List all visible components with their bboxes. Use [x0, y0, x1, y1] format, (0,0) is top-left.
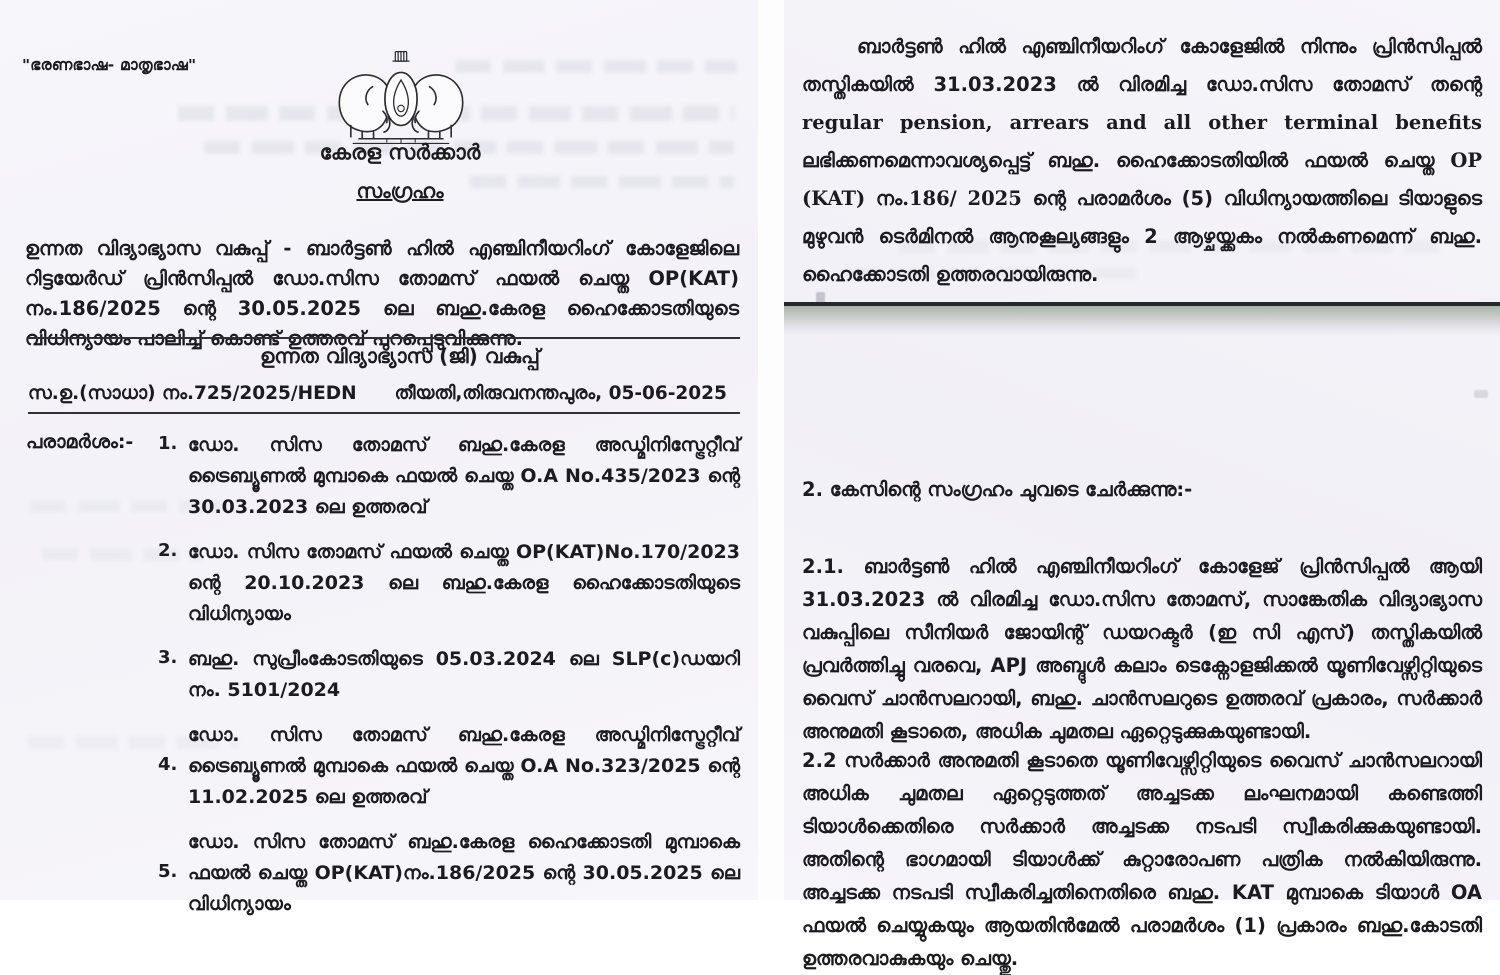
reference-item [158, 644, 740, 706]
para1-part2: ലഭിക്കണമെന്നാവശ്യപ്പെട്ട് ബഹു. ഹൈക്കോടതിയിൽ ഫയൽ ചെയ്ത [802, 148, 1451, 172]
reference-item [158, 430, 740, 523]
reference-number: 1. [158, 433, 178, 454]
reference-item [158, 827, 740, 920]
para1-part1: ബാർട്ടൺ ഹിൽ എഞ്ചിനീയറിംഗ് കോളേജിൽ നിന്നും പ്രിൻസിപ്പൽ തസ്തികയിൽ 31.03.2023 ൽ വിരമിച്ച ഡോ.സിസ തോമസ് തന്റെ [802, 34, 1482, 96]
reference-number: 2. [158, 540, 178, 561]
reference-number: 4. [158, 754, 178, 775]
references-label: പരാമർശം:- [26, 431, 134, 453]
case-summary-heading: 2. കേസിന്റെ സംഗ്രഹം ചുവടെ ചേർക്കുന്നു:- [802, 478, 1193, 501]
reference-text: ഡോ. സിസ തോമസ് ബഹു.കേരള അഡ്മിനിസ്ട്രേറ്റീവ് ട്രൈബ്യൂണൽ മുമ്പാകെ ഫയൽ ചെയ്ത O.A No.435/2023 ന്റെ 30.03.2023 ലെ ഉത്തരവ് [188, 434, 740, 518]
scan-speck [1474, 390, 1488, 398]
horizontal-rule [28, 412, 740, 414]
references-list [158, 430, 740, 934]
reference-text: ഡോ. സിസ തോമസ് ബഹു.കേരള അഡ്മിനിസ്ട്രേറ്റീവ് ട്രൈബ്യൂണൽ മുമ്പാകെ ഫയൽ ചെയ്ത O.A No.323/2025 ന്റെ 11.02.2025 ലെ ഉത്തരവ് [188, 724, 740, 808]
right-page [784, 0, 1500, 970]
reference-text: ബഹു. സുപ്രീംകോടതിയുടെ 05.03.2024 ലെ SLP(c)ഡയറി നം. 5101/2024 [188, 648, 740, 701]
judgment-summary-paragraph [802, 28, 1482, 294]
reference-text: ഡോ. സിസ തോമസ് ഫയൽ ചെയ്ത OP(KAT)No.170/2023 ന്റെ 20.10.2023 ലെ ബഹു.കേരള ഹൈക്കോടതിയുടെ വിധിന്യായം [188, 541, 740, 625]
para1-english-benefits: regular pension, arrears and all other terminal benefits [802, 110, 1482, 134]
left-page-header [120, 140, 680, 203]
kerala-government-emblem [330, 48, 472, 148]
scan-fold-band [784, 302, 1500, 336]
para1-part3: ന്റെ പരാമർശം (5) വിധിന്യായത്തിലെ ടിയാളുടെ മുഴുവൻ ടെർമിനൽ ആനുകൂല്യങ്ങളും 2 ആഴ്ചയ്ക്കകം നൽകണമെന്ന് ബഹു. ഹൈക്കോടതി ഉത്തരവായിരുന്നു. [802, 186, 1483, 286]
government-title: കേരള സർക്കാർ [319, 140, 481, 164]
summary-heading: സംഗ്രഹം [356, 179, 444, 203]
left-page [0, 0, 758, 915]
horizontal-rule [28, 337, 740, 339]
order-date: തീയതി,തിരുവനന്തപുരം, 05-06-2025 [394, 383, 727, 404]
reference-text: ഡോ. സിസ തോമസ് ബഹു.കേരള ഹൈക്കോടതി മുമ്പാകെ ഫയൽ ചെയ്ത OP(KAT)നം.186/2025 ന്റെ 30.05.2025 ലെ വിധിന്യായം [188, 831, 740, 915]
reference-number: 3. [158, 647, 178, 668]
page-gap [758, 0, 784, 900]
para1-case-reference: OP (KAT) നം.186/ 2025 [802, 148, 1482, 210]
reference-item [158, 720, 740, 813]
reference-number: 5. [158, 861, 178, 882]
department-heading: ഉന്നത വിദ്യാഭ്യാസ (ജി) വകുപ്പ് [260, 344, 540, 368]
ghost-text-artifact [455, 60, 737, 73]
abstract-paragraph: ഉന്നത വിദ്യാഭ്യാസ വകുപ്പ് - ബാർട്ടൺ ഹിൽ എഞ്ചിനീയറിംഗ് കോളേജിലെ റിട്ടയേർഡ് പ്രിൻസിപ്പൽ ഡോ.സിസ തോമസ് ഫയൽ ചെയ്ത OP(KAT) നം.186/2025 ന്റെ 30.05.2025 ലെ ബഹു.കേരള ഹൈക്കോടതിയുടെ വിധിന്യായം പാലിച്ച് കൊണ്ട് ഉത്തരവ് പുറപ്പെടുവിക്കുന്നു. [25, 236, 739, 350]
case-summary-paragraph-2-2: 2.2 സർക്കാർ അനുമതി കൂടാതെ യൂണിവേഴ്സിറ്റിയുടെ വൈസ് ചാൻസലറായി അധിക ചുമതല ഏറ്റെടുത്തത് അച്ചടക്ക ലംഘനമായി കണ്ടെത്തി ടിയാൾക്കെതിരെ സർക്കാർ അച്ചടക്ക നടപടി സ്വീകരിക്കുകയുണ്ടായി. അതിന്റെ ഭാഗമായി ടിയാൾക്ക് കുറ്റാരോപണ പത്രിക നൽകിയിരുന്നു. അച്ചടക്ക നടപടി സ്വീകരിച്ചതിനെതിരെ ബഹു. KAT മുമ്പാകെ ടിയാൾ OA ഫയൽ ചെയ്യുകയും ആയതിൻമേൽ പരാമർശം (1) പ്രകാരം ബഹു.കോടതി ഉത്തരവാകുകയും ചെയ്തു. [802, 748, 1482, 970]
motto-text: "ഭരണഭാഷ- മാതൃഭാഷ" [22, 56, 197, 74]
order-number-line [28, 383, 740, 404]
case-summary-paragraph-2-1: 2.1. ബാർട്ടൺ ഹിൽ എഞ്ചിനീയറിംഗ് കോളേജ് പ്രിൻസിപ്പൽ ആയി 31.03.2023 ൽ വിരമിച്ച ഡോ.സിസ തോമസ്, സാങ്കേതിക വിദ്യാഭ്യാസ വകുപ്പിലെ സീനിയർ ജോയിന്റ് ഡയറക്ടർ (ഇ സി എസ്) തസ്തികയിൽ പ്രവർത്തിച്ചു വരവെ, APJ അബ്ദുൾ കലാം ടെക്നോളജിക്കൽ യൂണിവേഴ്സിറ്റിയുടെ വൈസ് ചാൻസലറായി, ബഹു. ചാൻസലറുടെ ഉത്തരവ് പ്രകാരം, സർക്കാർ അനുമതി കൂടാതെ, അധിക ചുമതല ഏറ്റെടുക്കുകയുണ്ടായി. [802, 554, 1482, 743]
order-number: സ.ഉ.(സാധാ) നം.725/2025/HEDN [28, 383, 357, 404]
reference-item [158, 537, 740, 630]
